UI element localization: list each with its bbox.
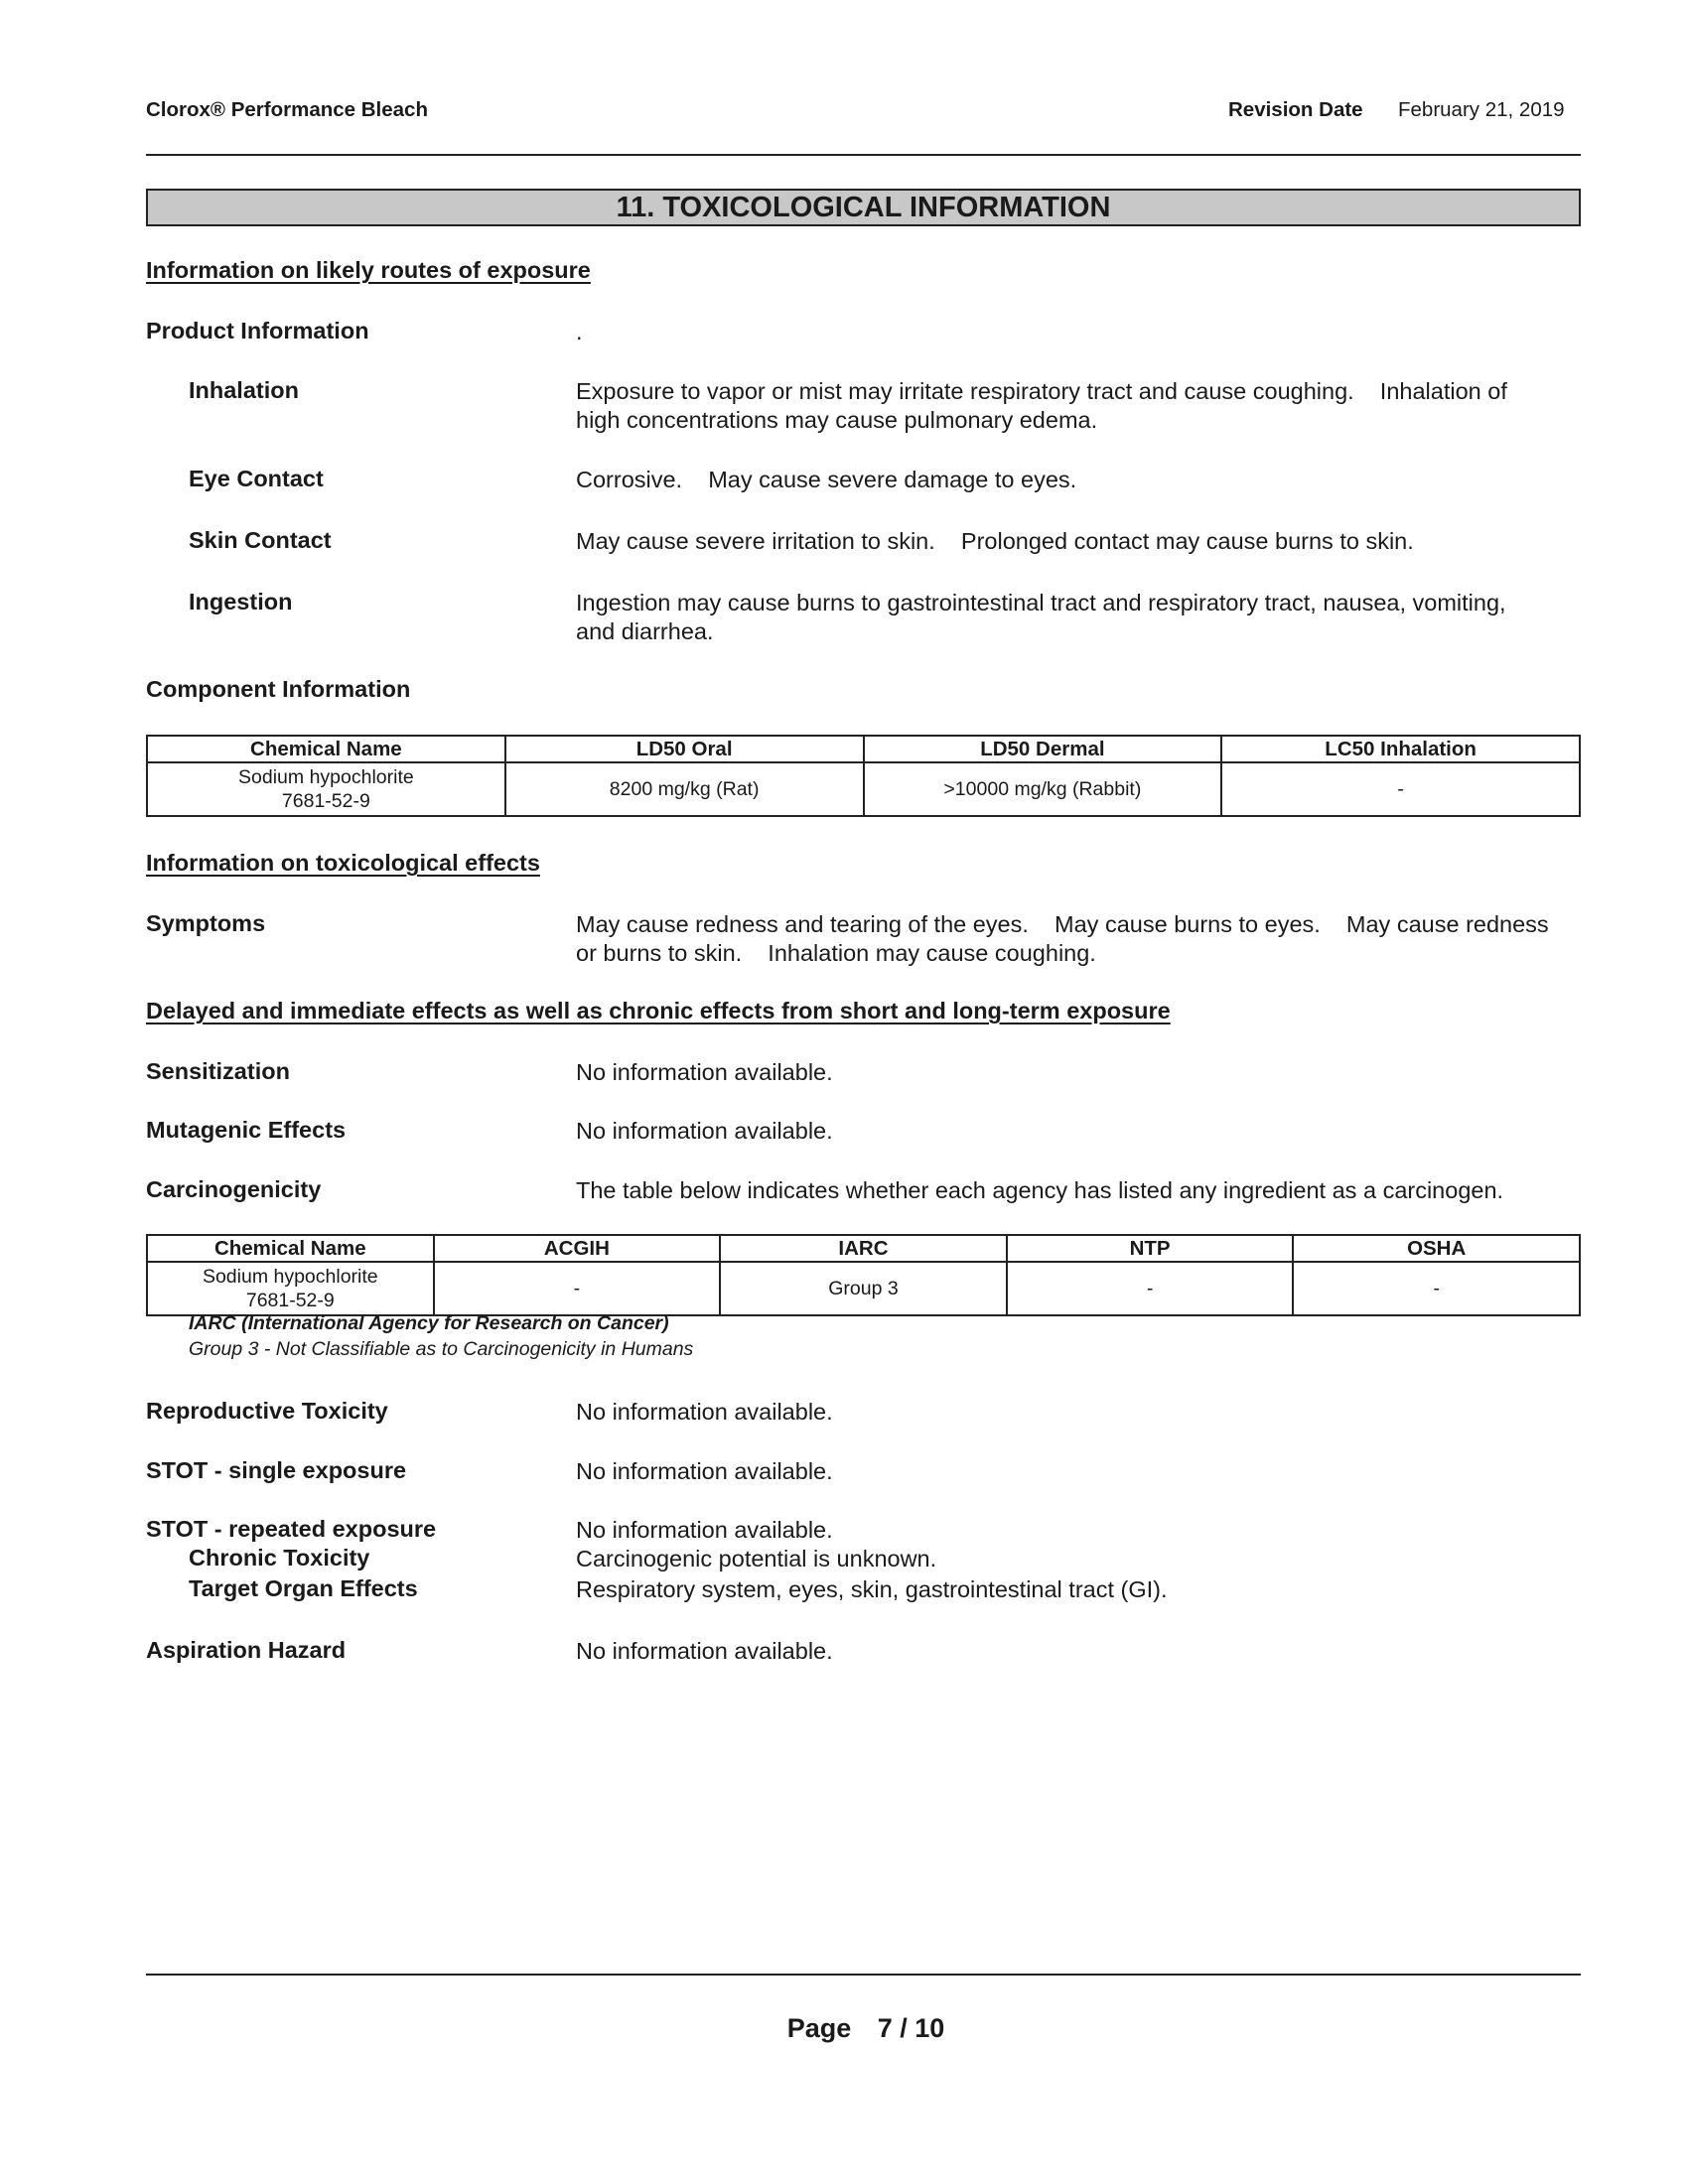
revision-date-label: Revision Date <box>1228 98 1363 121</box>
aspiration-hazard-value: No information available. <box>576 1638 833 1664</box>
symptoms-line-1: May cause redness and tearing of the eyes. May cause burns to eyes. May cause redness <box>576 911 1549 937</box>
inhalation-line-1: Exposure to vapor or mist may irritate respiratory tract and cause coughing. Inhalation of <box>576 378 1507 404</box>
reproductive-toxicity-label: Reproductive Toxicity <box>146 1398 388 1424</box>
chronic-toxicity-value: Carcinogenic potential is unknown. <box>576 1546 937 1571</box>
page-number <box>0 2013 1688 2044</box>
symptoms-line-2: or burns to skin. Inhalation may cause coughing. <box>576 940 1096 966</box>
mutagenic-value: No information available. <box>576 1118 833 1144</box>
chronic-toxicity-label: Chronic Toxicity <box>189 1545 370 1570</box>
lc50-inhalation-cell: - <box>1221 762 1580 816</box>
col-header-chemical-name: Chemical Name <box>147 736 505 762</box>
component-information-label: Component Information <box>146 676 411 702</box>
col-header-ld50-oral: LD50 Oral <box>505 736 864 762</box>
mutagenic-label: Mutagenic Effects <box>146 1117 347 1143</box>
col-header-iarc: IARC <box>720 1235 1007 1262</box>
eye-contact-value: Corrosive. May cause severe damage to eyes. <box>576 467 1077 492</box>
revision-date: February 21, 2019 <box>1398 98 1565 121</box>
carcinogenicity-value: The table below indicates whether each agency has listed any ingredient as a carcinogen. <box>576 1177 1504 1203</box>
iarc-note: IARC (International Agency for Research on Cancer) <box>189 1312 669 1334</box>
col-header-ntp: NTP <box>1007 1235 1294 1262</box>
symptoms-label: Symptoms <box>146 910 266 936</box>
inhalation-line-2: high concentrations may cause pulmonary edema. <box>576 407 1098 433</box>
routes-heading: Information on likely routes of exposure <box>146 257 591 283</box>
stot-single-label: STOT - single exposure <box>146 1457 407 1483</box>
iarc-group-note: Group 3 - Not Classifiable as to Carcinogenicity in Humans <box>189 1338 694 1360</box>
chemical-name-cell <box>147 1262 434 1315</box>
component-table <box>146 735 1581 817</box>
carcinogen-table <box>146 1234 1581 1316</box>
stot-single-value: No information available. <box>576 1458 833 1484</box>
cas-number: 7681-52-9 <box>281 790 370 812</box>
sensitization-value: No information available. <box>576 1059 833 1085</box>
chemical-name: Sodium hypochlorite <box>238 766 414 788</box>
table-row <box>147 762 1580 816</box>
col-header-chemical-name: Chemical Name <box>147 1235 434 1262</box>
cas-number: 7681-52-9 <box>245 1290 335 1311</box>
skin-contact-label: Skin Contact <box>189 527 332 553</box>
eye-contact-label: Eye Contact <box>189 466 324 491</box>
col-header-lc50-inhalation: LC50 Inhalation <box>1221 736 1580 762</box>
table-header-row <box>147 1235 1580 1262</box>
table-row <box>147 1262 1580 1315</box>
stot-repeated-value: No information available. <box>576 1517 833 1543</box>
ingestion-line-1: Ingestion may cause burns to gastrointestinal tract and respiratory tract, nausea, vomiting, <box>576 590 1506 615</box>
stot-repeated-label: STOT - repeated exposure <box>146 1516 437 1542</box>
product-information-label: Product Information <box>146 318 369 343</box>
ntp-cell: - <box>1007 1262 1294 1315</box>
acgih-cell: - <box>434 1262 721 1315</box>
table-header-row <box>147 736 1580 762</box>
target-organ-value: Respiratory system, eyes, skin, gastrointestinal tract (GI). <box>576 1576 1168 1602</box>
aspiration-hazard-label: Aspiration Hazard <box>146 1637 347 1663</box>
col-header-osha: OSHA <box>1293 1235 1580 1262</box>
effects-heading: Information on toxicological effects <box>146 850 540 876</box>
product-information-value: . <box>576 319 583 344</box>
col-header-acgih: ACGIH <box>434 1235 721 1262</box>
header-rule <box>146 154 1581 156</box>
chemical-name-cell <box>147 762 505 816</box>
sensitization-label: Sensitization <box>146 1058 290 1084</box>
ingestion-label: Ingestion <box>189 589 293 614</box>
page-label: Page <box>786 2013 852 2043</box>
carcinogenicity-label: Carcinogenicity <box>146 1176 322 1202</box>
col-header-ld50-dermal: LD50 Dermal <box>864 736 1222 762</box>
iarc-cell: Group 3 <box>720 1262 1007 1315</box>
product-name: Clorox® Performance Bleach <box>146 98 428 121</box>
ld50-dermal-cell: >10000 mg/kg (Rabbit) <box>864 762 1222 816</box>
section-title: 11. TOXICOLOGICAL INFORMATION <box>146 189 1581 226</box>
page-value: 7 / 10 <box>877 2013 945 2043</box>
skin-contact-value: May cause severe irritation to skin. Prolonged contact may cause burns to skin. <box>576 528 1414 554</box>
chemical-name: Sodium hypochlorite <box>202 1266 378 1288</box>
chronic-heading: Delayed and immediate effects as well as chronic effects from short and long-term exposure <box>146 998 1171 1024</box>
footer-rule <box>146 1974 1581 1976</box>
target-organ-label: Target Organ Effects <box>189 1575 418 1601</box>
osha-cell: - <box>1293 1262 1580 1315</box>
reproductive-toxicity-value: No information available. <box>576 1399 833 1425</box>
inhalation-label: Inhalation <box>189 377 299 403</box>
ingestion-line-2: and diarrhea. <box>576 618 714 644</box>
ld50-oral-cell: 8200 mg/kg (Rat) <box>505 762 864 816</box>
